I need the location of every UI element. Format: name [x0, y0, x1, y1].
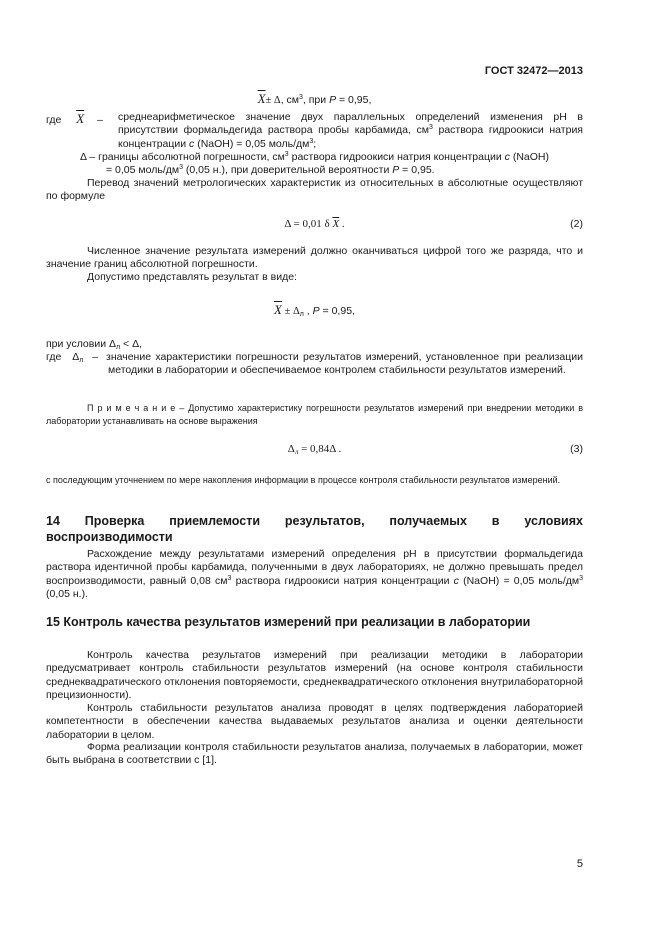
sup: 3	[299, 94, 303, 101]
delta-l-definition	[108, 351, 583, 378]
equation-number-3: (3)	[570, 443, 583, 455]
delta-def-d: (NaOH)	[509, 151, 549, 163]
note-label: П р и м е ч а н и е	[87, 403, 176, 413]
paragraph-numeric: Численное значение результата измерений должно оканчиваться цифрой того же разряда, что и значение границ абсолютной погрешности.	[46, 245, 583, 271]
delta-l-text: значение характеристики погрешности результатов измерений, установленное при реализации методики в лаборатории и обеспечиваемое контролем стабильности результатов измерений.	[106, 351, 583, 377]
delta-symbol: Δ	[72, 351, 80, 363]
condition-b: < Δ,	[120, 338, 143, 350]
delta-def-f: (0,05 н.), при доверительной вероятности	[183, 164, 393, 177]
sec14-e: (0,05 н.).	[46, 588, 88, 601]
p-symbol: P	[329, 94, 337, 106]
sup: 3	[428, 124, 433, 132]
delta-def-a: Δ – границы абсолютной погрешности, см	[80, 151, 285, 163]
result-formula	[46, 91, 583, 107]
section-15-paragraph-2: Контроль стабильности результатов анализа проводят в целях подтверждения лабораторией компетентности в обеспечении качества выдаваемых результатов анализа и оценки деятельности лаборатории в целом.	[46, 702, 583, 741]
eq2-left: Δ = 0,01 δ	[284, 218, 333, 230]
x-bar-definition	[118, 111, 583, 151]
sec14-a: Расхождение между результатами измерений определения рН в присутствии формальдегида раствора идентичной пробы карбамида, полученными в двух лабораториях, не должно превышать предел воспроизводимости, равный 0,08 см	[46, 548, 583, 587]
formula-pm: ± Δ	[281, 306, 300, 317]
sup: 3	[179, 164, 183, 172]
section-15-paragraph-3: Форма реализации контроля стабильности результатов анализа, получаемых в лаборатории, может быть выбрана в соответствии с [1].	[46, 741, 583, 767]
sec14-d: (NaOH) = 0,05 моль/дм	[458, 574, 580, 587]
condition-line	[46, 338, 142, 350]
section-14-paragraph	[46, 548, 583, 602]
x-bar-symbol: $\overline{X}$	[332, 218, 340, 230]
sup: 3	[309, 137, 314, 145]
delta-def-line-1	[80, 151, 583, 164]
equation-3	[46, 443, 583, 455]
condition-a: при условии Δ	[46, 338, 117, 350]
def-dash: –	[97, 114, 103, 126]
formula-pm: ± Δ	[265, 95, 281, 106]
paragraph-transfer: Перевод значений метрологических характеристик из относительных в абсолютные осуществляют по формуле	[46, 177, 583, 203]
delta-def-line-2	[80, 164, 583, 177]
formula-value: = 0,95,	[319, 305, 355, 317]
x-bar-symbol: $\overline{X}$	[274, 302, 282, 317]
eq3-delta: Δ	[287, 443, 295, 455]
sup: 3	[227, 574, 232, 582]
sub: л	[79, 357, 84, 364]
equation-2	[46, 218, 583, 230]
page-number: 5	[576, 858, 583, 870]
result-formula-2	[46, 302, 583, 318]
delta-def-e: = 0,05 моль/дм	[106, 164, 180, 177]
def-text-a: среднеарифметическое значение двух параллельных определений изменения рН в присутствии формальдегида раствора пробы карбамида, см	[118, 111, 583, 137]
paragraph-after-note: с последующим уточнением по мере накопления информации в процессе контроля стабильности результатов измерений.	[46, 475, 561, 485]
eq2-right: .	[339, 218, 345, 230]
formula-tail: , при	[302, 94, 330, 106]
sup: 3	[579, 574, 583, 582]
c-symbol: c	[504, 151, 510, 163]
p-symbol: P	[312, 305, 320, 317]
delta-def-g: = 0,95.	[399, 164, 435, 177]
section-14-heading: 14 Проверка приемлемости результатов, получаемых в условиях воспроизводимости	[46, 514, 583, 544]
where-word: где	[46, 351, 62, 363]
c-symbol: c	[189, 137, 195, 150]
section-15-paragraph-1: Контроль качества результатов измерений при реализации методики в лаборатории предусматривает контроль стабильности результатов измерений (на основе контроля стабильности среднеквадратического отклонения повторяемости, среднеквадратического отклонения внутрилабораторной прецизионности).	[46, 649, 583, 702]
sup: 3	[284, 151, 289, 158]
formula-unit: , см	[280, 94, 299, 106]
delta-def-b: раствора гидроокиси натрия концентрации	[288, 151, 505, 163]
x-bar-symbol: $\overline{X}$	[257, 91, 266, 106]
c-symbol: c	[453, 574, 459, 587]
delta-definition	[80, 151, 583, 178]
sub: л	[294, 448, 299, 456]
def-text-c: (NaOH) = 0,05 моль/дм	[194, 137, 310, 150]
where-label-2	[46, 351, 98, 363]
formula-sep: ,	[303, 305, 313, 317]
section-15-heading: 15 Контроль качества результатов измерений при реализации в лаборатории	[46, 615, 531, 629]
equation-number-2: (2)	[570, 218, 583, 230]
note	[46, 402, 583, 428]
note-text: – Допустимо характеристику погрешности результатов измерений при внедрении методики в лаборатории устанавливать на основе выражения	[46, 403, 583, 426]
x-bar-symbol-def: $\overline{X}$	[76, 111, 85, 126]
where-label-1	[46, 111, 103, 127]
sub: л	[299, 311, 304, 318]
document-code: ГОСТ 32472—2013	[484, 65, 583, 77]
where-word: где	[46, 114, 62, 126]
formula-value: = 0,95,	[336, 94, 372, 106]
def-dash: –	[92, 351, 99, 363]
def-text-d: ;	[313, 137, 317, 150]
p-symbol: P	[392, 164, 400, 177]
sub: л	[116, 344, 121, 351]
paragraph-allowed: Допустимо представлять результат в виде:	[87, 271, 297, 283]
sec14-b: раствора гидроокиси натрия концентрации	[231, 574, 454, 587]
eq3-right: = 0,84Δ .	[298, 443, 342, 455]
def-text-b: раствора гидроокиси натрия концентрации	[118, 124, 583, 150]
